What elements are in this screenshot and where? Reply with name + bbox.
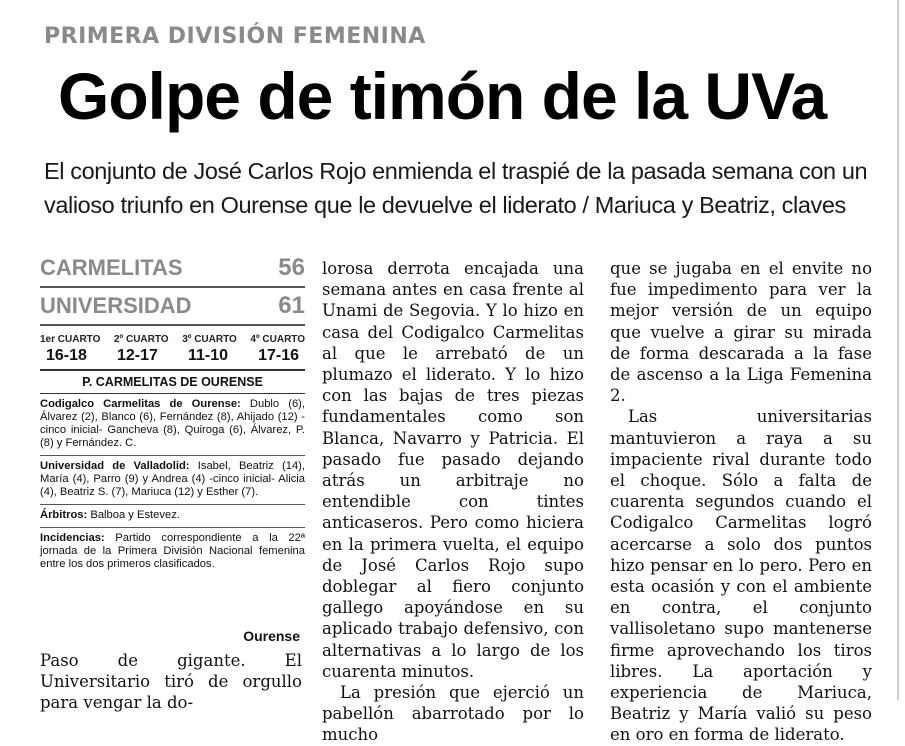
body-column-3 — [610, 258, 872, 746]
home-team-row — [40, 250, 305, 288]
body-paragraph: que se jugaba en el envite no fue impedimento para ver la mejor versión de un equipo que vuelve a girar su mirada de forma descarada a la fase de ascenso a la Liga Femenina 2. — [610, 259, 872, 406]
quarter-score: 17-16 — [258, 347, 299, 364]
away-team-row — [40, 288, 305, 326]
body-paragraph: Las universitarias mantuvieron a raya a su impaciente rival durante todo el choque. Sólo a falta de cuarenta segundos cuando el Codigalco Carmelitas logró acercarse a solo dos puntos hizo pensar en lo pero. Pero en esta ocasión y con el ambiente en contra, el conjunto vallisoletano supo mantenerse firme aprovechando los tiros libres. La aportación y experiencia de Mariuca, Beatriz y María valió su peso en oro en forma de liderato. — [610, 407, 872, 745]
quarter-label: 4º CUARTO — [250, 334, 305, 345]
headline: Golpe de timón de la UVa — [58, 59, 827, 133]
body-column-1 — [40, 650, 302, 714]
dateline: Ourense — [243, 628, 300, 644]
venue: P. CARMELITAS DE OURENSE — [40, 371, 305, 394]
body-column-2 — [322, 258, 584, 746]
quarter-score: 11-10 — [187, 347, 229, 364]
incidents-text: Partido correspondiente a la 22ª jornada de la Primera División Nacional femenina entre los dos primeros clasificados. — [40, 532, 305, 570]
incidents — [40, 528, 305, 576]
page-edge-rule — [897, 0, 899, 700]
home-team-score: 56 — [278, 254, 305, 281]
quarter-label: 3º CUARTO — [182, 334, 237, 345]
referees-names: Balboa y Estevez. — [87, 509, 180, 521]
quarter-scores — [40, 345, 305, 371]
body-paragraph: Paso de gigante. El Universitario tiró de orgullo para vengar la do- — [40, 651, 302, 713]
away-lineup — [40, 456, 305, 505]
away-team-score: 61 — [278, 292, 305, 319]
home-lineup — [40, 394, 305, 456]
away-team-name: UNIVERSIDAD — [40, 293, 192, 318]
home-team-name: CARMELITAS — [40, 255, 183, 280]
referees-label: Árbitros: — [40, 509, 88, 521]
quarter-score: 12-17 — [116, 347, 158, 364]
section-label: PRIMERA DIVISIÓN FEMENINA — [44, 24, 426, 49]
quarter-label: 2º CUARTO — [114, 334, 169, 345]
quarter-score: 16-18 — [46, 347, 87, 364]
quarter-labels — [40, 334, 305, 345]
body-paragraph: La presión que ejerció un pabellón abarrotado por lo mucho — [322, 683, 584, 745]
away-lineup-players: Isabel, Beatriz (14), María (4), Parro (9) y Andrea (4) -cinco inicial- Alicia (4), Beatriz S. (7), Mariuca (12) y Esther (7). — [40, 460, 305, 498]
subtitle-line-2: valioso triunfo en Ourense que le devuelve el liderato / Mariuca y Beatriz, claves — [44, 192, 846, 218]
away-lineup-label: Universidad de Valladolid: — [40, 460, 190, 472]
incidents-label: Incidencias: — [40, 532, 105, 544]
referees — [40, 505, 305, 528]
home-lineup-label: Codigalco Carmelitas de Ourense: — [40, 398, 241, 410]
subtitle — [44, 154, 884, 222]
quarter-label: 1er CUARTO — [40, 334, 101, 345]
body-paragraph: lorosa derrota encajada una semana antes en casa frente al Unami de Segovia. Y lo hizo en casa del Codigalco Carmelitas al que le arrebató de un plumazo el liderato. Y lo hizo con las bajas de tres piezas fundamentales como son Blanca, Navarro y Patricia. El pasado fue pasado dejando atrás un arbitraje no entendible con tintes anticaseros. Pero como hiciera en la primera vuelta, el equipo de José Carlos Rojo supo doblegar al fiero conjunto gallego apoyándose en su aplicado trabajo defensivo, con alternativas a lo largo de los cuarenta minutos. — [322, 259, 584, 681]
home-lineup-players: Dublo (6), Álvarez (2), Blanco (6), Fernández (8), Ahijado (12) -cinco inicial- Gancheva (8), Quiroga (6), Álvarez, P. (8) y Fernández. C. — [40, 398, 306, 449]
score-box — [40, 250, 305, 576]
subtitle-line-1: El conjunto de José Carlos Rojo enmienda el traspié de la pasada semana con un — [44, 158, 868, 184]
